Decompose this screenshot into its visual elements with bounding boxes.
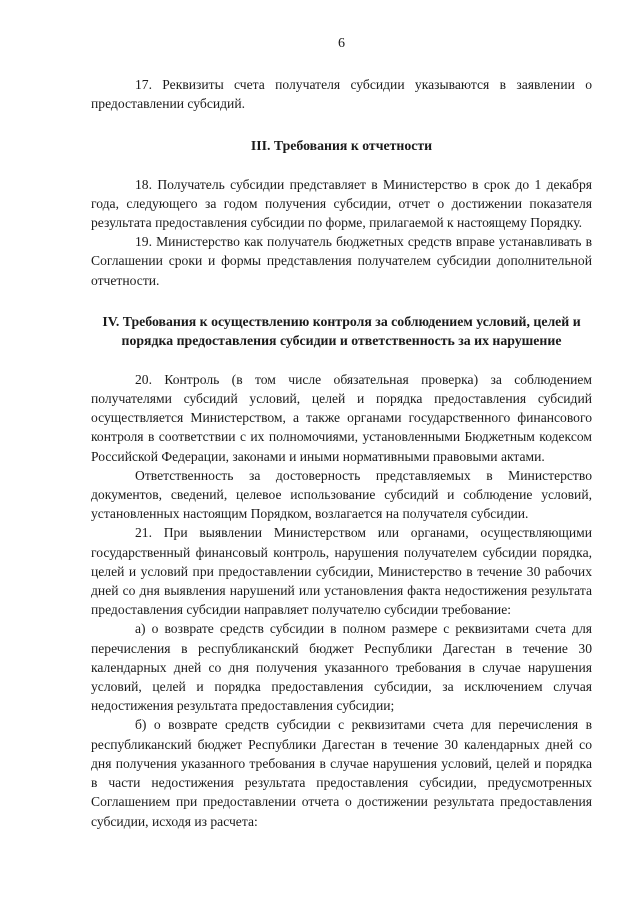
paragraph-17: 17. Реквизиты счета получателя субсидии указываются в заявлении о предоставлении субсидий. (91, 77, 592, 112)
section-3-heading: III. Требования к отчетности (250, 137, 433, 153)
paragraph-21: 21. При выявлении Министерством или органами, осуществляющими государственный финансовый контроль, нарушения получателем субсидии порядка, целей и условий при предоставлении субсидии, Министерство в течение 30 рабочих дней со дня выявления нарушений или установления факта недостижения результата предоставления субсидии направляет получателю субсидии требование: (91, 525, 592, 618)
page-number: 6 (338, 36, 345, 51)
paragraph-21-b: б) о возврате средств субсидии с реквизитами счета для перечисления в республиканский бюджет Республики Дагестан в течение 30 календарных дней со дня получения указанного требования в случае нарушения условий, целей и порядка в части недостижения результата предоставления субсидии, предусмотренных Соглашением при предоставлении отчета о достижении результата предоставления субсидии, исходя из расчета: (91, 717, 592, 829)
paragraph-20: 20. Контроль (в том числе обязательная проверка) за соблюдением получателями субсидий условий, целей и порядка предоставления субсидий осуществляется Министерством, а также органами государственного финансового контроля в соответствии с их полномочиями, установленными Бюджетным кодексом Российской Федерации, законами и иными нормативными правовыми актами. (91, 371, 592, 464)
section-4-heading: IV. Требования к осуществлению контроля за соблюдением условий, целей и порядка предоставления субсидии и ответственность за их нарушение (102, 313, 581, 348)
paragraph-21-a: а) о возврате средств субсидии в полном размере с реквизитами счета для перечисления в республиканский бюджет Республики Дагестан в течение 30 календарных дней со дня получения указанного требования в случае нарушения условий, целей и порядка предоставления субсидии, за исключением случая недостижения результата предоставления субсидии; (91, 621, 592, 714)
paragraph-20-responsibility: Ответственность за достоверность представляемых в Министерство документов, сведений, целевое использование субсидий и соблюдение условий, установленных настоящим Порядком, возлагается на получателя субсидии. (91, 467, 592, 522)
paragraph-18: 18. Получатель субсидии представляет в Министерство в срок до 1 декабря года, следующего за годом получения субсидии, отчет о достижении показателя результата предоставления субсидии по форме, прилагаемой к настоящему Порядку. (91, 176, 592, 231)
paragraph-19: 19. Министерство как получатель бюджетных средств вправе устанавливать в Соглашении сроки и формы представления получателем субсидии дополнительной отчетности. (91, 234, 592, 288)
